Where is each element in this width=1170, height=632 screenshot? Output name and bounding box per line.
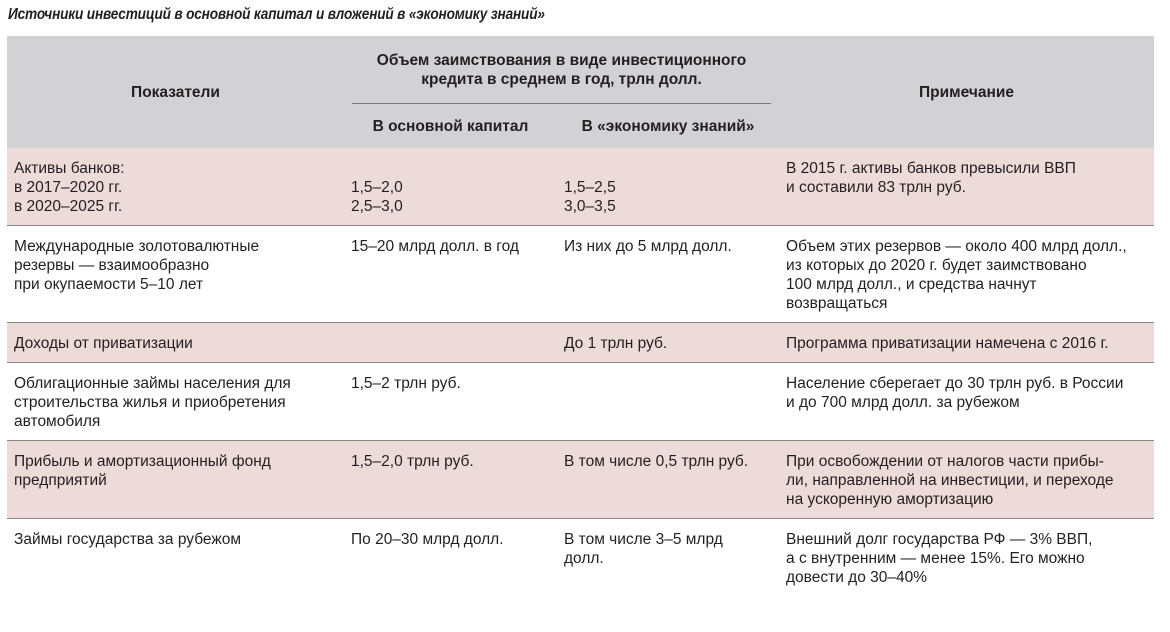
fixed-capital-cell	[344, 363, 557, 441]
table-row	[7, 323, 1154, 363]
cell-line: долл.	[564, 550, 604, 567]
cell-line: из которых до 2020 г. будет заимствовано	[786, 257, 1087, 274]
table-title: Источники инвестиций в основной капитал и вложений в «экономику знаний»	[8, 6, 545, 23]
knowledge-economy-cell	[557, 226, 779, 323]
note-cell	[779, 441, 1154, 519]
cell-line: ли, направленной на инвестиции, и переходе	[786, 472, 1114, 489]
cell-line: резервы — взаимообразно	[14, 257, 210, 274]
cell-line: В том числе 3–5 млрд	[564, 531, 723, 548]
cell-line: При освобождении от налогов части прибы-	[786, 453, 1104, 470]
cell-line: 2,5–3,0	[351, 198, 403, 215]
fixed-capital-cell	[344, 226, 557, 323]
cell-line	[564, 374, 771, 393]
cell-line: Международные золотовалютные	[14, 238, 260, 255]
cell-line	[351, 159, 549, 178]
cell-line: Из них до 5 млрд долл.	[564, 238, 732, 255]
cell-line	[351, 334, 549, 353]
cell-line: 1,5–2,0 трлн руб.	[351, 453, 474, 470]
fixed-capital-cell	[344, 519, 557, 597]
note-cell	[779, 519, 1154, 597]
fixed-capital-cell	[344, 148, 557, 226]
cell-line: Население сберегает до 30 трлн руб. в России	[786, 375, 1124, 392]
indicator-cell	[7, 519, 344, 597]
indicator-cell	[7, 226, 344, 323]
table-row	[7, 519, 1154, 597]
cell-line: Программа приватизации намечена с 2016 г.	[786, 335, 1109, 352]
header-group-line-2: кредита в среднем в год, трлн долл.	[421, 71, 702, 88]
cell-line: Объем этих резервов — около 400 млрд долл.,	[786, 238, 1127, 255]
cell-line: 100 млрд долл., и средства начнут	[786, 276, 1037, 293]
investment-sources-table	[7, 36, 1154, 596]
fixed-capital-cell	[344, 441, 557, 519]
cell-line: В том числе 0,5 трлн руб.	[564, 453, 749, 470]
cell-line: предприятий	[14, 472, 107, 489]
cell-line: строительства жилья и приобретения	[14, 394, 286, 411]
cell-line: в 2020–2025 гг.	[14, 198, 123, 215]
cell-line: довести до 30–40%	[786, 569, 928, 586]
cell-line: До 1 трлн руб.	[564, 335, 668, 352]
cell-line: автомобиля	[14, 413, 101, 430]
note-cell	[779, 323, 1154, 363]
cell-line	[564, 159, 771, 178]
table-row	[7, 226, 1154, 323]
cell-line: Внешний долг государства РФ — 3% ВВП,	[786, 531, 1093, 548]
knowledge-economy-cell	[557, 148, 779, 226]
indicator-cell	[7, 441, 344, 519]
cell-line: 1,5–2,0	[351, 179, 403, 196]
header-group-line-1: Объем заимствования в виде инвестиционного	[376, 52, 747, 69]
cell-line: 15–20 млрд долл. в год	[351, 238, 519, 255]
header-fixed-capital: В основной капитал	[344, 104, 557, 148]
cell-line: Прибыль и амортизационный фонд	[14, 453, 271, 470]
cell-line: Облигационные займы населения для	[14, 375, 291, 392]
cell-line: и составили 83 трлн руб.	[786, 179, 966, 196]
note-cell	[779, 148, 1154, 226]
table-body	[7, 148, 1154, 596]
table-row	[7, 148, 1154, 226]
knowledge-economy-cell	[557, 519, 779, 597]
cell-line: По 20–30 млрд долл.	[351, 531, 504, 548]
header-note: Примечание	[779, 36, 1154, 148]
table-row	[7, 363, 1154, 441]
header-knowledge-economy: В «экономику знаний»	[557, 104, 779, 148]
cell-line: В 2015 г. активы банков превысили ВВП	[786, 160, 1076, 177]
cell-line: 3,0–3,5	[564, 198, 616, 215]
cell-line: при окупаемости 5–10 лет	[14, 276, 204, 293]
note-cell	[779, 363, 1154, 441]
cell-line: и до 700 млрд долл. за рубежом	[786, 394, 1020, 411]
knowledge-economy-cell	[557, 323, 779, 363]
cell-line: а с внутренним — менее 15%. Его можно	[786, 550, 1085, 567]
note-cell	[779, 226, 1154, 323]
cell-line: на ускоренную амортизацию	[786, 491, 994, 508]
cell-line: Займы государства за рубежом	[14, 531, 241, 548]
table-row	[7, 441, 1154, 519]
cell-line: Доходы от приватизации	[14, 335, 193, 352]
cell-line: Активы банков:	[14, 160, 125, 177]
header-indicators: Показатели	[7, 36, 344, 148]
indicator-cell	[7, 323, 344, 363]
header-borrowing-group	[344, 36, 779, 104]
cell-line: 1,5–2 трлн руб.	[351, 375, 461, 392]
cell-line: в 2017–2020 гг.	[14, 179, 123, 196]
indicator-cell	[7, 363, 344, 441]
cell-line: 1,5–2,5	[564, 179, 616, 196]
cell-line: возвращаться	[786, 295, 888, 312]
fixed-capital-cell	[344, 323, 557, 363]
indicator-cell	[7, 148, 344, 226]
knowledge-economy-cell	[557, 441, 779, 519]
knowledge-economy-cell	[557, 363, 779, 441]
